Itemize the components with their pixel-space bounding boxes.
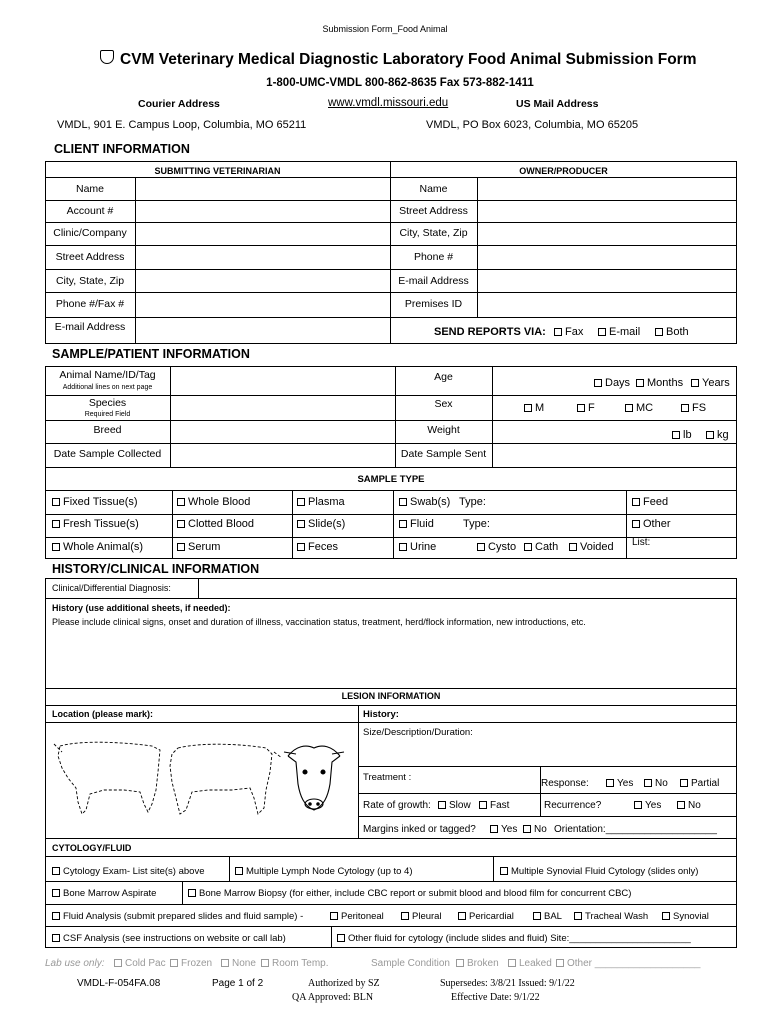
usmail-address: VMDL, PO Box 6023, Columbia, MO 65205: [426, 119, 639, 131]
checkbox-icon[interactable]: [632, 498, 640, 506]
size-label: Size/Description/Duration:: [363, 727, 473, 738]
lab-none[interactable]: None: [221, 957, 256, 970]
checkbox-icon[interactable]: [52, 520, 60, 528]
owner-street-field[interactable]: [479, 202, 735, 221]
species-label: Species: [88, 397, 127, 409]
growth-fast[interactable]: Fast: [479, 799, 509, 812]
sample-condition-label: Sample Condition: [371, 958, 450, 969]
checkbox-icon[interactable]: [533, 912, 541, 920]
doc-label: Submission Form_Food Animal: [322, 24, 448, 34]
checkbox-icon[interactable]: [691, 379, 699, 387]
fluid-pleural[interactable]: Pleural: [401, 910, 442, 923]
lab-cold-pac[interactable]: Cold Pac: [114, 957, 166, 970]
vet-city-field[interactable]: [137, 271, 389, 291]
vet-street-label: Street Address: [55, 251, 125, 263]
margins-yes[interactable]: Yes: [490, 823, 517, 836]
checkbox-icon[interactable]: [644, 779, 652, 787]
checkbox-icon[interactable]: [625, 404, 633, 412]
sample-fixed-tissue[interactable]: Fixed Tissue(s): [52, 496, 138, 509]
checkbox-icon[interactable]: [337, 934, 345, 942]
checkbox-icon[interactable]: [508, 959, 516, 967]
orientation-label: Orientation:____________________: [554, 824, 717, 835]
checkbox-icon[interactable]: [52, 934, 60, 942]
bone-marrow-aspirate-option[interactable]: Bone Marrow Aspirate: [52, 887, 156, 900]
checkbox-icon[interactable]: [297, 543, 305, 551]
fluid-pericardial[interactable]: Pericardial: [458, 910, 514, 923]
vet-name-label: Name: [75, 183, 104, 195]
checkbox-icon[interactable]: [458, 912, 466, 920]
checkbox-icon[interactable]: [556, 959, 564, 967]
checkbox-icon[interactable]: [330, 912, 338, 920]
sample-patient-section-title: SAMPLE/PATIENT INFORMATION: [52, 347, 250, 361]
fluid-analysis-option[interactable]: Fluid Analysis (submit prepared slides and fluid sample) -: [52, 910, 303, 923]
checkbox-icon[interactable]: [479, 801, 487, 809]
checkbox-icon[interactable]: [52, 498, 60, 506]
weight-label: Weight: [427, 424, 460, 436]
species-field[interactable]: [172, 397, 394, 419]
owner-premises-field[interactable]: [479, 294, 735, 316]
recurrence-no[interactable]: No: [677, 799, 701, 812]
date-sent-field[interactable]: [496, 445, 735, 466]
checkbox-icon[interactable]: [681, 404, 689, 412]
authorized-by: Authorized by SZ: [308, 978, 380, 989]
lab-use-label: Lab use only:: [45, 958, 105, 969]
checkbox-icon[interactable]: [52, 543, 60, 551]
urine-cath[interactable]: Cath: [524, 541, 558, 554]
form-id: VMDL-F-054FA.08: [77, 978, 161, 989]
fluid-bal[interactable]: BAL: [533, 910, 562, 923]
age-days-option[interactable]: Days: [594, 377, 630, 390]
checkbox-icon[interactable]: [598, 328, 606, 336]
checkbox-icon[interactable]: [438, 801, 446, 809]
sample-fluid[interactable]: Fluid: [399, 518, 434, 531]
weight-lb-option[interactable]: lb: [672, 429, 692, 442]
send-reports-label: SEND REPORTS VIA:: [434, 326, 546, 338]
checkbox-icon[interactable]: [677, 801, 685, 809]
diagnosis-label: Clinical/Differential Diagnosis:: [52, 583, 171, 593]
vet-city-label: City, State, Zip: [55, 275, 125, 287]
age-months-option[interactable]: Months: [636, 377, 683, 390]
breed-field[interactable]: [172, 422, 394, 442]
checkbox-icon[interactable]: [261, 959, 269, 967]
date-sent-label: Date Sample Sent: [400, 448, 487, 460]
page-number: Page 1 of 2: [212, 978, 264, 989]
checkbox-icon[interactable]: [170, 959, 178, 967]
diagnosis-field[interactable]: [200, 580, 735, 597]
animal-name-label: Animal Name/ID/Tag: [59, 369, 156, 381]
lesion-history-label: History:: [363, 709, 399, 720]
shield-icon: [100, 50, 114, 64]
checkbox-icon[interactable]: [524, 404, 532, 412]
send-both-option[interactable]: Both: [655, 326, 689, 339]
sample-other[interactable]: Other: [632, 518, 671, 531]
vet-header: SUBMITTING VETERINARIAN: [154, 166, 281, 176]
animal-name-note: Additional lines on next page: [62, 384, 153, 391]
checkbox-icon[interactable]: [500, 867, 508, 875]
margins-label: Margins inked or tagged?: [363, 824, 476, 835]
vet-account-field[interactable]: [137, 202, 389, 221]
vet-name-field[interactable]: [137, 179, 389, 199]
recurrence-label: Recurrence?: [544, 800, 602, 811]
checkbox-icon[interactable]: [606, 779, 614, 787]
owner-phone-field[interactable]: [479, 247, 735, 268]
client-section-title: CLIENT INFORMATION: [54, 142, 190, 156]
checkbox-icon[interactable]: [221, 959, 229, 967]
urine-voided[interactable]: Voided: [569, 541, 614, 554]
checkbox-icon[interactable]: [490, 825, 498, 833]
date-collected-label: Date Sample Collected: [53, 448, 162, 460]
fluid-tracheal-wash[interactable]: Tracheal Wash: [574, 910, 648, 923]
owner-name-field[interactable]: [479, 179, 735, 199]
checkbox-icon[interactable]: [554, 328, 562, 336]
location-label: Location (please mark):: [52, 709, 154, 719]
courier-label: Courier Address: [138, 98, 220, 110]
courier-address: VMDL, 901 E. Campus Loop, Columbia, MO 65211: [57, 119, 307, 131]
website-link[interactable]: www.vmdl.missouri.edu: [328, 97, 449, 109]
sample-whole-blood[interactable]: Whole Blood: [177, 496, 250, 509]
vet-phone-label: Phone #/Fax #: [55, 298, 125, 310]
vet-street-field[interactable]: [137, 247, 389, 268]
checkbox-icon[interactable]: [188, 889, 196, 897]
checkbox-icon[interactable]: [574, 912, 582, 920]
treatment-label: Treatment :: [363, 772, 412, 783]
form-title: CVM Veterinary Medical Diagnostic Laboratory Food Animal Submission Form: [120, 51, 697, 68]
checkbox-icon[interactable]: [177, 543, 185, 551]
lab-room-temp[interactable]: Room Temp.: [261, 957, 329, 970]
bone-marrow-biopsy-option[interactable]: Bone Marrow Biopsy (for either, include CBC report or submit blood and blood film for concurrent CBC): [188, 887, 631, 900]
sample-urine[interactable]: Urine: [399, 541, 436, 554]
owner-name-label: Name: [419, 183, 448, 195]
checkbox-icon[interactable]: [632, 520, 640, 528]
date-collected-field[interactable]: [172, 445, 394, 466]
history-note: Please include clinical signs, onset and duration of illness, vaccination status, treatment, herd/flock information, new introductions, etc.: [52, 617, 586, 627]
swab-type-label: Type:: [459, 496, 486, 508]
weight-kg-option[interactable]: kg: [706, 429, 729, 442]
vet-account-label: Account #: [66, 205, 114, 217]
lymph-node-option[interactable]: Multiple Lymph Node Cytology (up to 4): [235, 865, 413, 878]
owner-city-field[interactable]: [479, 224, 735, 244]
owner-header: OWNER/PRODUCER: [519, 166, 608, 176]
sample-clotted-blood[interactable]: Clotted Blood: [177, 518, 254, 531]
sample-feces[interactable]: Feces: [297, 541, 338, 554]
response-label: Response:: [541, 778, 589, 789]
response-yes[interactable]: Yes: [606, 777, 633, 790]
history-textarea[interactable]: [50, 630, 734, 686]
condition-other[interactable]: Other ___________________: [556, 957, 700, 970]
checkbox-icon[interactable]: [297, 520, 305, 528]
history-section-title: HISTORY/CLINICAL INFORMATION: [52, 562, 260, 576]
sex-f-option[interactable]: F: [577, 402, 595, 415]
growth-label: Rate of growth:: [363, 800, 431, 811]
lesion-header: LESION INFORMATION: [341, 691, 441, 701]
owner-city-label: City, State, Zip: [399, 227, 468, 239]
recurrence-yes[interactable]: Yes: [634, 799, 661, 812]
age-years-option[interactable]: Years: [691, 377, 730, 390]
usmail-label: US Mail Address: [516, 98, 599, 110]
sample-whole-animal[interactable]: Whole Animal(s): [52, 541, 143, 554]
checkbox-icon[interactable]: [401, 912, 409, 920]
checkbox-icon[interactable]: [52, 889, 60, 897]
urine-cysto[interactable]: Cysto: [477, 541, 516, 554]
owner-premises-label: Premises ID: [404, 298, 463, 310]
checkbox-icon[interactable]: [297, 498, 305, 506]
fluid-peritoneal[interactable]: Peritoneal: [330, 910, 384, 923]
checkbox-icon[interactable]: [672, 431, 680, 439]
response-partial[interactable]: Partial: [680, 777, 719, 790]
checkbox-icon[interactable]: [594, 379, 602, 387]
checkbox-icon[interactable]: [636, 379, 644, 387]
margins-no[interactable]: No: [523, 823, 547, 836]
sample-plasma[interactable]: Plasma: [297, 496, 345, 509]
sex-mc-option[interactable]: MC: [625, 402, 653, 415]
cytology-section-title: CYTOLOGY/FLUID: [52, 843, 132, 853]
checkbox-icon[interactable]: [634, 801, 642, 809]
sample-fresh-tissue[interactable]: Fresh Tissue(s): [52, 518, 139, 531]
owner-phone-label: Phone #: [413, 251, 454, 263]
checkbox-icon[interactable]: [399, 498, 407, 506]
sample-slides[interactable]: Slide(s): [297, 518, 345, 531]
cytology-exam-option[interactable]: Cytology Exam- List site(s) above: [52, 865, 205, 878]
owner-email-field[interactable]: [479, 271, 735, 291]
animal-name-field[interactable]: [172, 368, 394, 394]
checkbox-icon[interactable]: [399, 520, 407, 528]
owner-street-label: Street Address: [399, 205, 468, 217]
checkbox-icon[interactable]: [235, 867, 243, 875]
sample-feed[interactable]: Feed: [632, 496, 668, 509]
fluid-synovial[interactable]: Synovial: [662, 910, 709, 923]
growth-slow[interactable]: Slow: [438, 799, 471, 812]
vet-phone-field[interactable]: [137, 294, 389, 316]
qa-approved: QA Approved: BLN: [292, 992, 374, 1003]
checkbox-icon[interactable]: [523, 825, 531, 833]
csf-analysis-option[interactable]: CSF Analysis (see instructions on website or call lab): [52, 932, 286, 945]
checkbox-icon[interactable]: [662, 912, 670, 920]
vet-clinic-label: Clinic/Company: [53, 227, 127, 239]
checkbox-icon[interactable]: [114, 959, 122, 967]
checkbox-icon[interactable]: [655, 328, 663, 336]
breed-label: Breed: [93, 424, 122, 436]
sex-m-option[interactable]: M: [524, 402, 544, 415]
checkbox-icon[interactable]: [177, 520, 185, 528]
phone-numbers: 1-800-UMC-VMDL 800-862-8635 Fax 573-882-1411: [266, 77, 534, 89]
fluid-type-label: Type:: [463, 518, 490, 530]
sex-fs-option[interactable]: FS: [681, 402, 706, 415]
history-label: History (use additional sheets, if needed):: [52, 603, 231, 613]
checkbox-icon[interactable]: [569, 543, 577, 551]
vet-email-field[interactable]: [137, 319, 389, 342]
supersedes: Supersedes: 3/8/21 Issued: 9/1/22: [440, 978, 575, 989]
synovial-fluid-option[interactable]: Multiple Synovial Fluid Cytology (slides only): [500, 865, 698, 878]
checkbox-icon[interactable]: [524, 543, 532, 551]
other-fluid-option[interactable]: Other fluid for cytology (include slides and fluid) Site:_______________________: [337, 932, 691, 945]
checkbox-icon[interactable]: [680, 779, 688, 787]
checkbox-icon[interactable]: [177, 498, 185, 506]
checkbox-icon[interactable]: [477, 543, 485, 551]
checkbox-icon[interactable]: [577, 404, 585, 412]
effective-date: Effective Date: 9/1/22: [451, 992, 540, 1003]
condition-leaked[interactable]: Leaked: [508, 957, 552, 970]
vet-clinic-field[interactable]: [137, 224, 389, 244]
checkbox-icon[interactable]: [52, 867, 60, 875]
species-note: Required Field: [84, 411, 131, 418]
condition-broken[interactable]: Broken: [456, 957, 499, 970]
cow-body-map[interactable]: [52, 732, 357, 824]
sample-serum[interactable]: Serum: [177, 541, 220, 554]
checkbox-icon[interactable]: [706, 431, 714, 439]
vet-email-label: E-mail Address: [54, 321, 126, 333]
sample-swab[interactable]: Swab(s): [399, 496, 450, 509]
checkbox-icon[interactable]: [399, 543, 407, 551]
other-list-label: List:: [632, 537, 651, 548]
sample-type-header: SAMPLE TYPE: [357, 474, 425, 485]
checkbox-icon[interactable]: [52, 912, 60, 920]
checkbox-icon[interactable]: [456, 959, 464, 967]
owner-email-label: E-mail Address: [398, 275, 469, 287]
lab-frozen[interactable]: Frozen: [170, 957, 212, 970]
response-no[interactable]: No: [644, 777, 668, 790]
send-email-option[interactable]: E-mail: [598, 326, 640, 339]
send-fax-option[interactable]: Fax: [554, 326, 583, 339]
sex-label: Sex: [434, 398, 453, 410]
age-label: Age: [434, 371, 453, 383]
